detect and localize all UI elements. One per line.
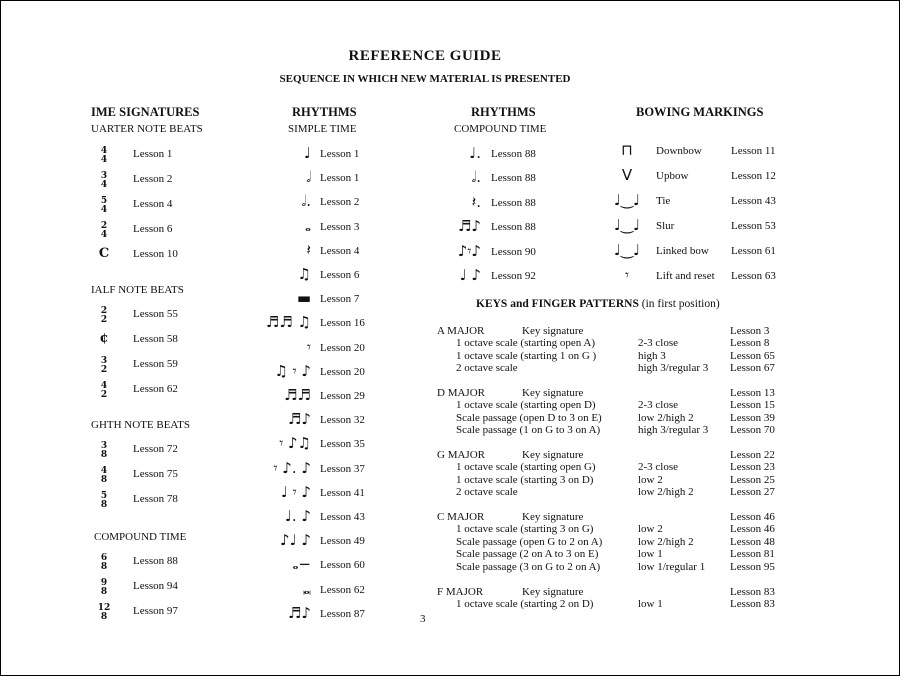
keys-heading-note: (in first position) [641, 298, 720, 310]
rhythm-symbol: ♩ 𝄾 ♪ [280, 482, 311, 501]
finger-pattern: low 1/regular 1 [638, 560, 706, 573]
time-signature-lesson: Lesson 94 [133, 580, 178, 592]
time-signature [93, 307, 115, 325]
time-signature [93, 197, 115, 215]
time-signature-lesson: Lesson 2 [133, 173, 173, 185]
time-signature-bottom: 8 [100, 562, 108, 572]
bowing-symbol: ♩‿♩ [613, 241, 641, 259]
rhythm-lesson: Lesson 43 [320, 511, 365, 523]
key-signature-label: Key signature [522, 586, 584, 598]
time-signature-bottom: 2 [100, 390, 108, 400]
rhythm-symbol: 𝅝− [292, 555, 311, 574]
rhythm-symbol: 𝅗𝅥. [471, 168, 481, 187]
rhythm-lesson: Lesson 6 [320, 269, 360, 281]
key-row-description: 1 octave scale (starting 2 on D) [456, 598, 594, 611]
bowing-symbol: V [621, 166, 633, 184]
rhythm-symbol: 𝅗𝅥 [306, 168, 311, 187]
bowing-lesson: Lesson 63 [731, 270, 776, 282]
time-signature-top: 2 [100, 221, 108, 231]
key-row-description: 2 octave scale [456, 362, 518, 375]
key-row-description: 1 octave scale (starting open D) [456, 399, 596, 412]
time-signature-lesson: Lesson 78 [133, 493, 178, 505]
key-row-lesson: Lesson 48 [730, 535, 775, 548]
key-row-lesson: Lesson 65 [730, 349, 775, 362]
rhythm-lesson: Lesson 1 [320, 172, 360, 185]
rhythm-lesson: Lesson 88 [491, 196, 536, 209]
keys-heading-bold: KEYS and FINGER PATTERNS [476, 298, 639, 310]
key-row-lesson: Lesson 23 [730, 461, 775, 474]
rhythm-lesson: Lesson 29 [320, 390, 365, 402]
rhythm-lesson: Lesson 88 [491, 221, 536, 234]
key-row-lesson: Lesson 27 [730, 486, 775, 499]
key-row-description: Scale passage (1 on G to 3 on A) [456, 424, 601, 437]
key-lesson: Lesson 46 [730, 511, 775, 523]
keys-heading [476, 298, 720, 310]
key-row-lesson: Lesson 95 [730, 560, 775, 573]
key-name: G MAJOR [437, 449, 485, 461]
key-row-description: Scale passage (open D to 3 on E) [456, 411, 602, 424]
rhythm-symbol: 𝄽 [306, 240, 311, 259]
bowing-name: Tie [656, 195, 671, 207]
key-signature-label: Key signature [522, 387, 584, 399]
time-signatures-heading: IME SIGNATURES [91, 105, 200, 119]
rhythm-symbol: ♩. [469, 144, 481, 162]
rhythm-lesson: Lesson 35 [320, 438, 365, 451]
key-lesson: Lesson 83 [730, 586, 775, 598]
key-lesson: Lesson 22 [730, 449, 775, 461]
finger-pattern: 2-3 close [638, 399, 679, 412]
rhythm-symbol: ♬♪ [457, 217, 481, 236]
finger-pattern: 2-3 close [638, 337, 679, 350]
time-signature-lesson: Lesson 72 [133, 443, 178, 455]
key-row-description: Scale passage (open G to 2 on A) [456, 535, 603, 548]
rhythm-lesson: Lesson 88 [491, 172, 536, 185]
time-signature-lesson: Lesson 88 [133, 555, 178, 567]
key-row-lesson: Lesson 83 [730, 598, 775, 611]
time-signature-top: 5 [100, 491, 108, 501]
key-row-lesson: Lesson 39 [730, 411, 775, 424]
time-signature-bottom: 8 [100, 500, 108, 510]
time-signature-bottom: 4 [100, 155, 108, 165]
key-row-description: 1 octave scale (starting 1 on G ) [456, 349, 597, 362]
rhythms-compound-heading: RHYTHMS [471, 105, 536, 119]
finger-pattern: low 2/high 2 [638, 486, 694, 499]
time-signature-bottom: 8 [100, 587, 108, 597]
rhythm-lesson: Lesson 2 [320, 196, 360, 209]
finger-pattern: low 1 [638, 548, 663, 561]
key-name: A MAJOR [437, 325, 485, 337]
time-signature-top: 4 [100, 381, 108, 391]
rhythm-symbol: ♬♪ [287, 603, 311, 622]
rhythm-symbol: ♫ 𝄾 ♪ [274, 361, 311, 380]
key-row-lesson: Lesson 25 [730, 473, 775, 486]
time-signature-lesson: Lesson 10 [133, 248, 178, 260]
time-signature-section-heading: GHTH NOTE BEATS [91, 419, 190, 431]
time-signature [93, 382, 115, 400]
key-signature-label: Key signature [522, 511, 584, 523]
finger-pattern: high 3 [638, 349, 666, 362]
rhythm-symbol: ♪𝄾♪ [457, 241, 481, 260]
finger-pattern: high 3/regular 3 [638, 424, 709, 437]
bowing-name: Linked bow [656, 245, 709, 257]
rhythm-lesson: Lesson 62 [320, 583, 365, 596]
key-lesson: Lesson 3 [730, 325, 770, 337]
time-signature-bottom: 8 [100, 475, 108, 485]
key-signature-label: Key signature [522, 449, 584, 461]
time-signature-lesson: Lesson 62 [133, 383, 178, 395]
bowing-symbol: ♩‿♩ [613, 191, 641, 209]
finger-pattern: low 1 [638, 598, 663, 611]
time-signature-bottom: 8 [100, 450, 108, 460]
key-signature-label: Key signature [522, 325, 584, 337]
time-signature [93, 579, 115, 597]
rhythm-lesson: Lesson 3 [320, 220, 360, 233]
key-row-lesson: Lesson 70 [730, 424, 775, 437]
key-row-description: 1 octave scale (starting 3 on D) [456, 473, 594, 486]
key-row-description: Scale passage (2 on A to 3 on E) [456, 548, 599, 561]
rhythm-lesson: Lesson 88 [491, 148, 536, 160]
rhythm-symbol: ▬ [296, 289, 311, 308]
time-signature [93, 442, 115, 460]
rhythm-lesson: Lesson 4 [320, 244, 360, 257]
time-signature [93, 554, 115, 572]
bowing-name: Upbow [656, 170, 689, 182]
bowing-heading: BOWING MARKINGS [636, 105, 764, 119]
time-signature [93, 492, 115, 510]
finger-pattern: 2-3 close [638, 461, 679, 474]
finger-pattern: low 2/high 2 [638, 535, 694, 548]
time-signature-top: 9 [100, 578, 108, 588]
rhythm-symbol: 𝄾 ♪♫ [279, 434, 311, 453]
time-signature-symbol: C [98, 246, 110, 261]
key-row-lesson: Lesson 67 [730, 362, 775, 375]
rhythm-symbol: ♩. ♪ [284, 507, 311, 525]
time-signature-top: 5 [100, 196, 108, 206]
rhythm-lesson: Lesson 20 [320, 365, 365, 378]
time-signature-bottom: 2 [100, 365, 108, 375]
finger-pattern: high 3/regular 3 [638, 362, 709, 375]
time-signature-top: 2 [100, 306, 108, 316]
rhythms-compound-subheading: COMPOUND TIME [454, 123, 547, 135]
finger-pattern: low 2/high 2 [638, 411, 694, 424]
finger-pattern: low 2 [638, 473, 663, 486]
time-signature-lesson: Lesson 97 [133, 605, 178, 617]
rhythms-simple-subheading: SIMPLE TIME [288, 123, 357, 135]
time-signature-bottom: 8 [100, 612, 108, 622]
time-signature-bottom: 4 [100, 230, 108, 240]
rhythms-simple-heading: RHYTHMS [292, 105, 357, 119]
time-signature-bottom: 2 [100, 315, 108, 325]
time-signature [93, 222, 115, 240]
rhythm-symbol: ♬♪ [287, 410, 311, 429]
rhythm-lesson: Lesson 87 [320, 607, 365, 620]
time-signature-top: 4 [100, 146, 108, 156]
time-signature [93, 604, 115, 622]
key-row-lesson: Lesson 46 [730, 523, 775, 536]
time-signature-top: 3 [100, 356, 108, 366]
rhythm-lesson: Lesson 60 [320, 559, 365, 572]
key-row-lesson: Lesson 81 [730, 548, 775, 561]
rhythm-lesson: Lesson 37 [320, 462, 365, 475]
bowing-lesson: Lesson 12 [731, 170, 776, 182]
time-signature [93, 172, 115, 190]
rhythm-symbol: 𝅝 [305, 216, 311, 235]
bowing-name: Lift and reset [656, 270, 715, 282]
bowing-symbol: ♩‿♩ [613, 216, 641, 234]
time-signature-section-heading: UARTER NOTE BEATS [91, 123, 203, 135]
rhythm-symbol: ♪♩ ♪ [280, 531, 311, 550]
time-signature-lesson: Lesson 55 [133, 308, 178, 320]
key-name: F MAJOR [437, 586, 484, 598]
rhythm-lesson: Lesson 16 [320, 317, 365, 330]
time-signature-symbol: ¢ [99, 331, 109, 346]
time-signature-lesson: Lesson 75 [133, 468, 178, 480]
key-row-lesson: Lesson 8 [730, 337, 770, 350]
bowing-lesson: Lesson 53 [731, 220, 776, 232]
time-signature-top: 3 [100, 441, 108, 451]
rhythm-symbol: ♩ ♪ [459, 266, 481, 284]
key-row-description: 1 octave scale (starting 3 on G) [456, 523, 594, 536]
rhythm-lesson: Lesson 41 [320, 486, 365, 499]
key-row-description: 1 octave scale (starting open A) [456, 337, 595, 350]
rhythm-lesson: Lesson 32 [320, 414, 365, 427]
rhythm-symbol: 𝄾 [307, 337, 311, 356]
time-signature [93, 467, 115, 485]
rhythm-symbol: ♫ [297, 265, 311, 283]
time-signature [93, 147, 115, 165]
key-row-description: 1 octave scale (starting open G) [456, 461, 596, 474]
time-signature-lesson: Lesson 4 [133, 198, 173, 210]
key-row-description: Scale passage (3 on G to 2 on A) [456, 560, 601, 573]
bowing-lesson: Lesson 43 [731, 195, 776, 207]
rhythm-lesson: Lesson 20 [320, 341, 365, 354]
rhythm-symbol: ♩ [303, 144, 311, 162]
key-row-lesson: Lesson 15 [730, 399, 775, 412]
page-subtitle: SEQUENCE IN WHICH NEW MATERIAL IS PRESENTED [279, 73, 571, 85]
rhythm-symbol: 𝅗𝅥. [301, 192, 311, 211]
time-signature-lesson: Lesson 1 [133, 148, 173, 160]
key-lesson: Lesson 13 [730, 387, 775, 399]
bowing-lesson: Lesson 11 [731, 145, 776, 157]
rhythm-symbol: 𝄾 ♪. ♪ [273, 458, 311, 477]
key-row-description: 2 octave scale [456, 486, 518, 499]
bowing-name: Downbow [656, 145, 702, 157]
bowing-lesson: Lesson 61 [731, 245, 776, 257]
bowing-symbol: ⊓ [621, 141, 633, 159]
time-signature-bottom: 4 [100, 205, 108, 215]
rhythm-lesson: Lesson 1 [320, 148, 360, 160]
rhythm-symbol: ♬♬ [284, 386, 311, 404]
rhythm-lesson: Lesson 90 [491, 245, 536, 258]
page-number: 3 [420, 613, 426, 625]
bowing-name: Slur [656, 220, 675, 232]
time-signature-lesson: Lesson 58 [133, 333, 178, 345]
rhythm-symbol: 𝅜 [302, 579, 311, 598]
rhythm-symbol: 𝄽. [471, 192, 481, 211]
bowing-symbol: 𝄾 [625, 266, 629, 284]
rhythm-lesson: Lesson 49 [320, 535, 365, 548]
rhythm-lesson: Lesson 7 [320, 293, 360, 306]
time-signature-top: 12 [97, 603, 111, 613]
rhythm-lesson: Lesson 92 [491, 270, 536, 282]
key-name: C MAJOR [437, 511, 485, 523]
time-signature-top: 4 [100, 466, 108, 476]
time-signature-section-heading: IALF NOTE BEATS [91, 284, 184, 296]
key-name: D MAJOR [437, 387, 485, 399]
time-signature-lesson: Lesson 59 [133, 358, 178, 370]
time-signature-bottom: 4 [100, 180, 108, 190]
time-signature-lesson: Lesson 6 [133, 223, 173, 235]
finger-pattern: low 2 [638, 523, 663, 536]
time-signature-top: 3 [100, 171, 108, 181]
rhythm-symbol: ♬♬ ♫ [265, 313, 311, 332]
page-title: REFERENCE GUIDE [348, 48, 502, 64]
time-signature-section-heading: COMPOUND TIME [94, 531, 187, 543]
time-signature [93, 357, 115, 375]
time-signature-top: 6 [100, 553, 108, 563]
